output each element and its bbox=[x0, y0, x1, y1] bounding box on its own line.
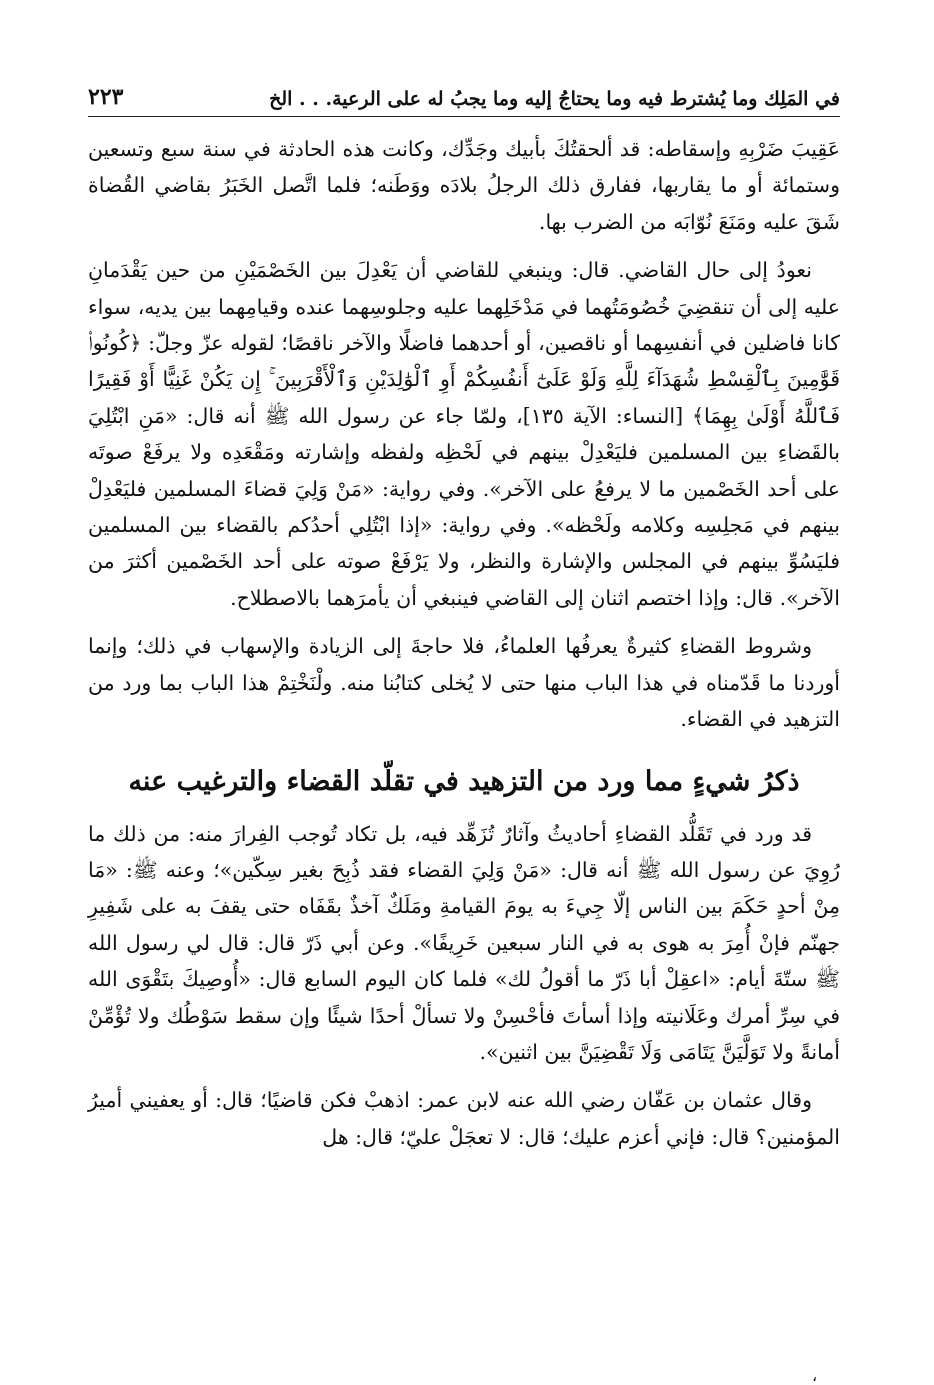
section-heading: ذكرُ شيءٍ مما ورد من التزهيد في تقلّد القضاء والترغيب عنه bbox=[128, 765, 800, 797]
paragraph: نعودُ إلى حال القاضي. قال: وينبغي للقاضي أن يَعْدِلَ بين الخَصْمَيْنِ من حين يَقْدَمانِ عليه إلى أن تنقضِيَ خُصُومَتُهما في مَدْخَلِهما عليه وجلوسِهما عنده وقيامِهما بين يديه، سواء كانا فاضلين في أنفسِهما أو ناقصين، أو أحدهما فاضلًا والآخر ناقصًا؛ لقوله عزّ وجلّ: ﴿كُونُوا۟ قَوَّٰمِينَ بِٱلْقِسْطِ شُهَدَآءَ لِلَّهِ وَلَوْ عَلَىٰٓ أَنفُسِكُمْ أَوِ ٱلْوَٰلِدَيْنِ وَٱلْأَقْرَبِينَ ۚ إِن يَكُنْ غَنِيًّا أَوْ فَقِيرًا فَٱللَّهُ أَوْلَىٰ بِهِمَا﴾ [النساء: الآية ١٣٥]، ولمّا جاء عن رسول الله ﷺ أنه قال: «مَنِ ابْتُلِيَ بالقَضاءِ بين المسلمين فليَعْدِلْ بينهم في لَحْظِه ولفظه وإشارته ومَقْعَدِه ولا يرفَعْ صوتَه على أحد الخَصْمين ما لا يرفعُ على الآخر». وفي رواية: «مَنْ وَلِيَ قضاءَ المسلمين فليَعْدِلْ بينهم في مَجلِسِه وكلامه ولَحْظه». وفي رواية: «إذا ابْتُلِي أحدُكم بالقضاء بين المسلمين فليَسُوِّ بينهم في المجلس والإشارة والنظر، ولا يَرْفَعْ صوته على أحد الخَصْمين أكثرَ من الآخر». قال: وإذا اختصم اثنان إلى القاضي فينبغي أن يأمرَهما بالاصطلاح. bbox=[88, 258, 840, 610]
paragraph: وشروط القضاءِ كثيرةٌ يعرفُها العلماءُ، فلا حاجةَ إلى الزيادة والإسهاب في ذلك؛ وإنما أوردنا ما قَدّمناه في هذا الباب منها حتى لا يُخلى كتابُنا منه. ولْنَخْتِمْ هذا الباب بما ورد من التزهيد في القضاء. bbox=[88, 634, 840, 732]
paragraph: عَقِيبَ ضَرْبِهِ وإسقاطه: قد ألحقتُكَ بأبيك وجَدِّك، وكانت هذه الحادثة في سنة سبع وتسعين وستمائة أو ما يقاربها، ففارق ذلك الرجلُ بلادَه ووَطَنه؛ فلما اتَّصل الخَبَرُ بقاضي القُضاة شَقَ عليه ومَنَعَ نُوّابَه من الضرب بها. bbox=[88, 137, 840, 234]
footer-mark: ، bbox=[812, 1366, 818, 1385]
book-page bbox=[88, 78, 840, 1358]
page-number: ٢٢٣ bbox=[88, 84, 124, 110]
running-header bbox=[88, 78, 840, 117]
paragraph: قد ورد في تَقَلُّد القضاءِ أحاديثُ وآثارٌ تُزَهِّد فيه، بل تكاد تُوجب الفِرارَ منه: من ذلك ما رُوِيَ عن رسول الله ﷺ أنه قال: «مَنْ وَلِيَ القضاء فقد ذُبِحَ بغير سِكّين»؛ وعنه ﷺ: «مَا مِنْ أحدٍ حَكَمَ بين الناس إلّا جِيءَ به يومَ القيامةِ ومَلَكٌ آخذٌ بقَفَاه حتى يقفَ به على شَفِيرِ جهنّم فإنْ أُمِرَ به هوى به في النار سبعين خَرِيفًا». وعن أبي ذَرّ قال: قال لي رسول الله ﷺ ستّةَ أيام: «اعقِلْ أبا ذَرّ ما أقولُ لك» فلما كان اليوم السابع قال: «أُوصِيكَ بتَقْوَى الله في سِرِّ أمرك وعَلَانيته وإذا أسأتَ فأحْسِنْ ولا تسألْ أحدًا شيئًا وإن سقط سَوْطُك ولا تُؤْمِّنْ أمانةً ولا تَوَلَّيَنَّ يَتَامَى وَلَا تَقْضِيَنَّ بين اثنين». bbox=[88, 821, 840, 1064]
running-title: في المَلِك وما يُشترط فيه وما يحتاجُ إليه وما يجبُ له على الرعية. . . الخ bbox=[269, 88, 840, 110]
paragraph: وقال عثمان بن عَفّان رضي الله عنه لابن عمر: اذهبْ فكن قاضيًا؛ قال: أو يعفيني أميرُ المؤمنين؟ قال: فإني أعزم عليك؛ قال: لا تعجَلْ عليّ؛ قال: هل bbox=[88, 1088, 840, 1149]
